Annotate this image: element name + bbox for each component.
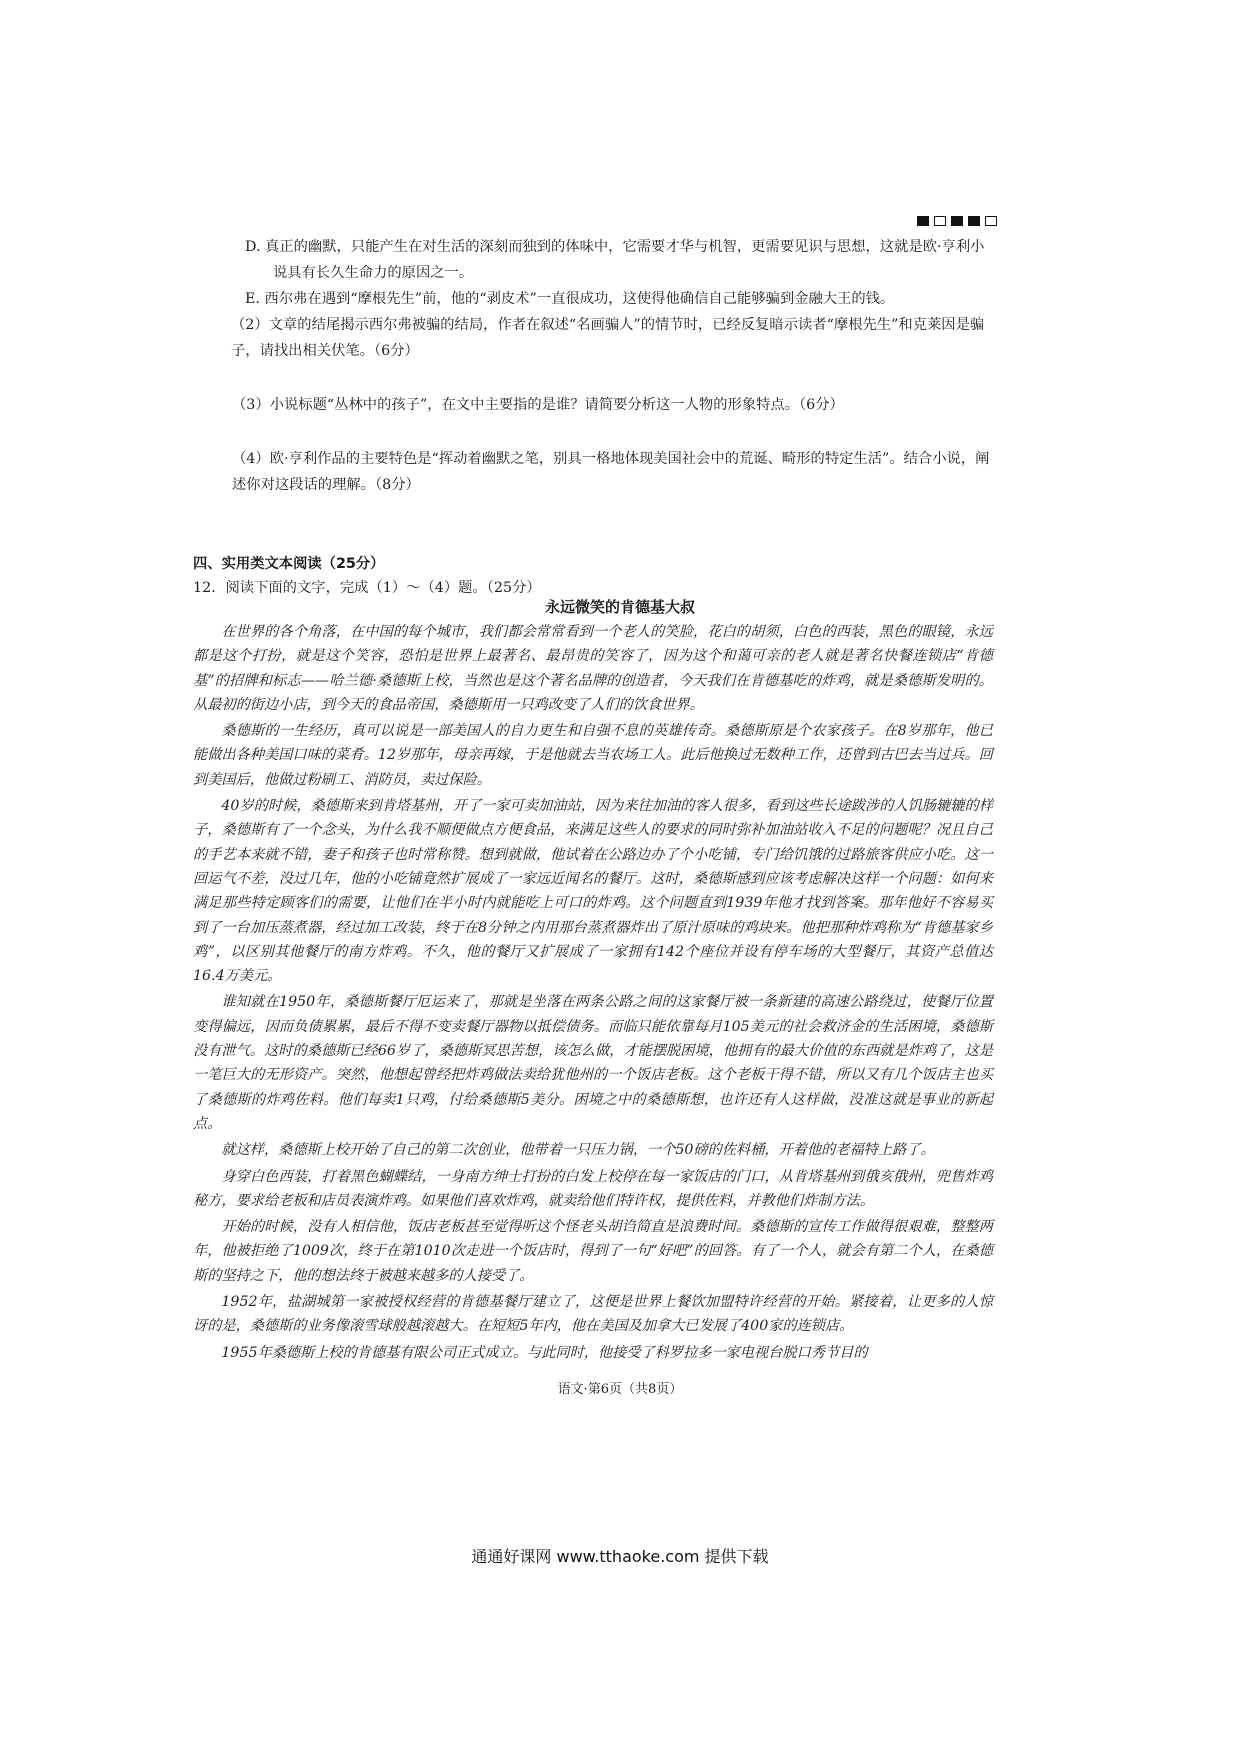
option-e [232, 286, 994, 312]
question-2: （2）文章的结尾揭示西尔弗被骗的结局，作者在叙述“名画骗人”的情节时，已经反复暗示读者“摩根先生”和克莱因是骗子，请找出相关伏笔。（6分） [231, 317, 985, 359]
article-paragraph: 桑德斯的一生经历，真可以说是一部美国人的自力更生和自强不息的英雄传奇。桑德斯原是个农家孩子。在8岁那年，他已能做出各种美国口味的菜肴。12岁那年，母亲再嫁，于是他就去当农场工人。此后他换过无数种工作，还曾到古巴去当过兵。回到美国后，他做过粉刷工、消防员，卖过保险。 [193, 723, 993, 788]
filled-square-icon [968, 216, 980, 226]
hollow-square-icon [934, 216, 946, 226]
option-text: 真正的幽默，只能产生在对生活的深刻而独到的体味中，它需要才华与机智，更需要见识与思想，这就是欧·亨利小说具有长久生命力的原因之一。 [265, 239, 985, 281]
article-paragraph: 1955年桑德斯上校的肯德基有限公司正式成立。与此同时，他接受了科罗拉多一家电视台脱口秀节目的 [221, 1344, 868, 1361]
article-paragraph: 谁知就在1950年，桑德斯餐厅厄运来了，那就是坐落在两条公路之间的这家餐厅被一条新建的高速公路绕过，使餐厅位置变得偏远，因而负债累累，最后不得不变卖餐厅器物以抵偿债务。而临只能依靠每月105美元的社会救济金的生活困境，桑德斯没有泄气。这时的桑德斯已经66岁了，桑德斯冥思苦想，该怎么做，才能摆脱困境，他拥有的最大价值的东西就是炸鸡了，这是一笔巨大的无形资产。突然，他想起曾经把炸鸡做法卖给犹他州的一个饭店老板。这个老板干得不错，所以又有几个饭店主也买了桑德斯的炸鸡佐料。他们每卖1只鸡，付给桑德斯5美分。困境之中的桑德斯想，也许还有人这样做，没准这就是事业的新起点。 [193, 994, 993, 1132]
article-paragraph: 40岁的时候，桑德斯来到肯塔基州，开了一家可卖加油站，因为来往加油的客人很多，看到这些长途跋涉的人饥肠辘辘的样子，桑德斯有了一个念头，为什么我不顺便做点方便食品，来满足这些人的要求的同时弥补加油站收入不足的问题呢？况且自己的手艺本来就不错，妻子和孩子也时常称赞。想到就做，他试着在公路边办了个小吃铺，专门给饥饿的过路旅客供应小吃。这一回运气不差，没过几年，他的小吃铺竟然扩展成了一家远近闻名的餐厅。这时，桑德斯感到应该考虑解决这样一个问题：如何来满足那些特定顾客们的需要，让他们在半小时内就能吃上可口的炸鸡。这个问题直到1939年他才找到答案。那年他好不容易买到了一台加压蒸煮器，经过加工改装，终于在8分钟之内用那台蒸煮器炸出了原汁原味的鸡块来。他把那种炸鸡称为“肯德基家乡鸡”，以区别其他餐厅的南方炸鸡。不久，他的餐厅又扩展成了一家拥有142个座位并设有停车场的大型餐厅，其资产总值达16.4万美元。 [193, 798, 993, 985]
download-credit: 通通好课网 www.tthaoke.com 提供下载 [471, 1547, 769, 1566]
article-paragraph: 身穿白色西装，打着黑色蝴蝶结，一身南方绅士打扮的白发上校停在每一家饭店的门口，从肯塔基州到俄亥俄州，兜售炸鸡秘方，要求给老板和店员表演炸鸡。如果他们喜欢炸鸡，就卖给他们特许权，提供佐料，并教他们炸制方法。 [193, 1168, 993, 1209]
filled-square-icon [951, 216, 963, 226]
article-paragraph: 开始的时候，没有人相信他，饭店老板甚至觉得听这个怪老头胡诌简直是浪费时间。桑德斯的宣传工作做得很艰难，整整两年，他被拒绝了1009次，终于在第1010次走进一个饭店时，得到了一句“好吧”的回答。有了一个人，就会有第二个人，在桑德斯的坚持之下，他的想法终于被越来越多的人接受了。 [193, 1219, 993, 1284]
option-text: 西尔弗在遇到“摩根先生”前，他的“剥皮术”一直很成功，这使得他确信自己能够骗到金融大王的钱。 [264, 291, 895, 307]
article-paragraph: 1952年，盐湖城第一家被授权经营的肯德基餐厅建立了，这便是世界上餐饮加盟特许经营的开始。紧接着，让更多的人惊讶的是，桑德斯的业务像滚雪球般越滚越大。在短短5年内，他在美国及加拿大已发展了400家的连锁店。 [193, 1294, 993, 1335]
article-paragraph: 在世界的各个角落，在中国的每个城市，我们都会常常看到一个老人的笑脸，花白的胡须，白色的西装，黑色的眼镜，永远都是这个打扮，就是这个笑容，恐怕是世界上最著名、最昂贵的笑容了，因为这个和蔼可亲的老人就是著名快餐连锁店“肯德基”的招牌和标志——哈兰德·桑德斯上校，当然也是这个著名品牌的创造者，今天我们在肯德基吃的炸鸡，就是桑德斯发明的。从最初的街边小店，到今天的食品帝国，桑德斯用一只鸡改变了人们的饮食世界。 [193, 624, 993, 713]
question-12: 12．阅读下面的文字，完成（1）～（4）题。（25分） [193, 580, 541, 596]
question-3: （3）小说标题“丛林中的孩子”，在文中主要指的是谁？请简要分析这一人物的形象特点。（6分） [232, 397, 844, 413]
option-label: E. [245, 291, 260, 307]
page-footer: 语文·第6页（共8页） [557, 1382, 683, 1397]
section-title: 四、实用类文本阅读（25分） [193, 556, 385, 572]
hollow-square-icon [985, 216, 997, 226]
article-paragraph: 就这样，桑德斯上校开始了自己的第二次创业，他带着一只压力锅，一个50磅的佐料桶，开着他的老福特上路了。 [221, 1142, 935, 1159]
filled-square-icon [917, 216, 929, 226]
question-4: （4）欧·亨利作品的主要特色是“挥动着幽默之笔，别具一格地体现美国社会中的荒诞、畸形的特定生活”。结合小说，阐述你对这段话的理解。（8分） [232, 451, 990, 493]
previous-questions [232, 234, 994, 498]
option-d [232, 234, 994, 286]
article-title: 永远微笑的肯德基大叔 [544, 598, 695, 616]
article-body [193, 620, 993, 1367]
option-label: D. [245, 239, 261, 255]
page-markers [917, 216, 997, 228]
